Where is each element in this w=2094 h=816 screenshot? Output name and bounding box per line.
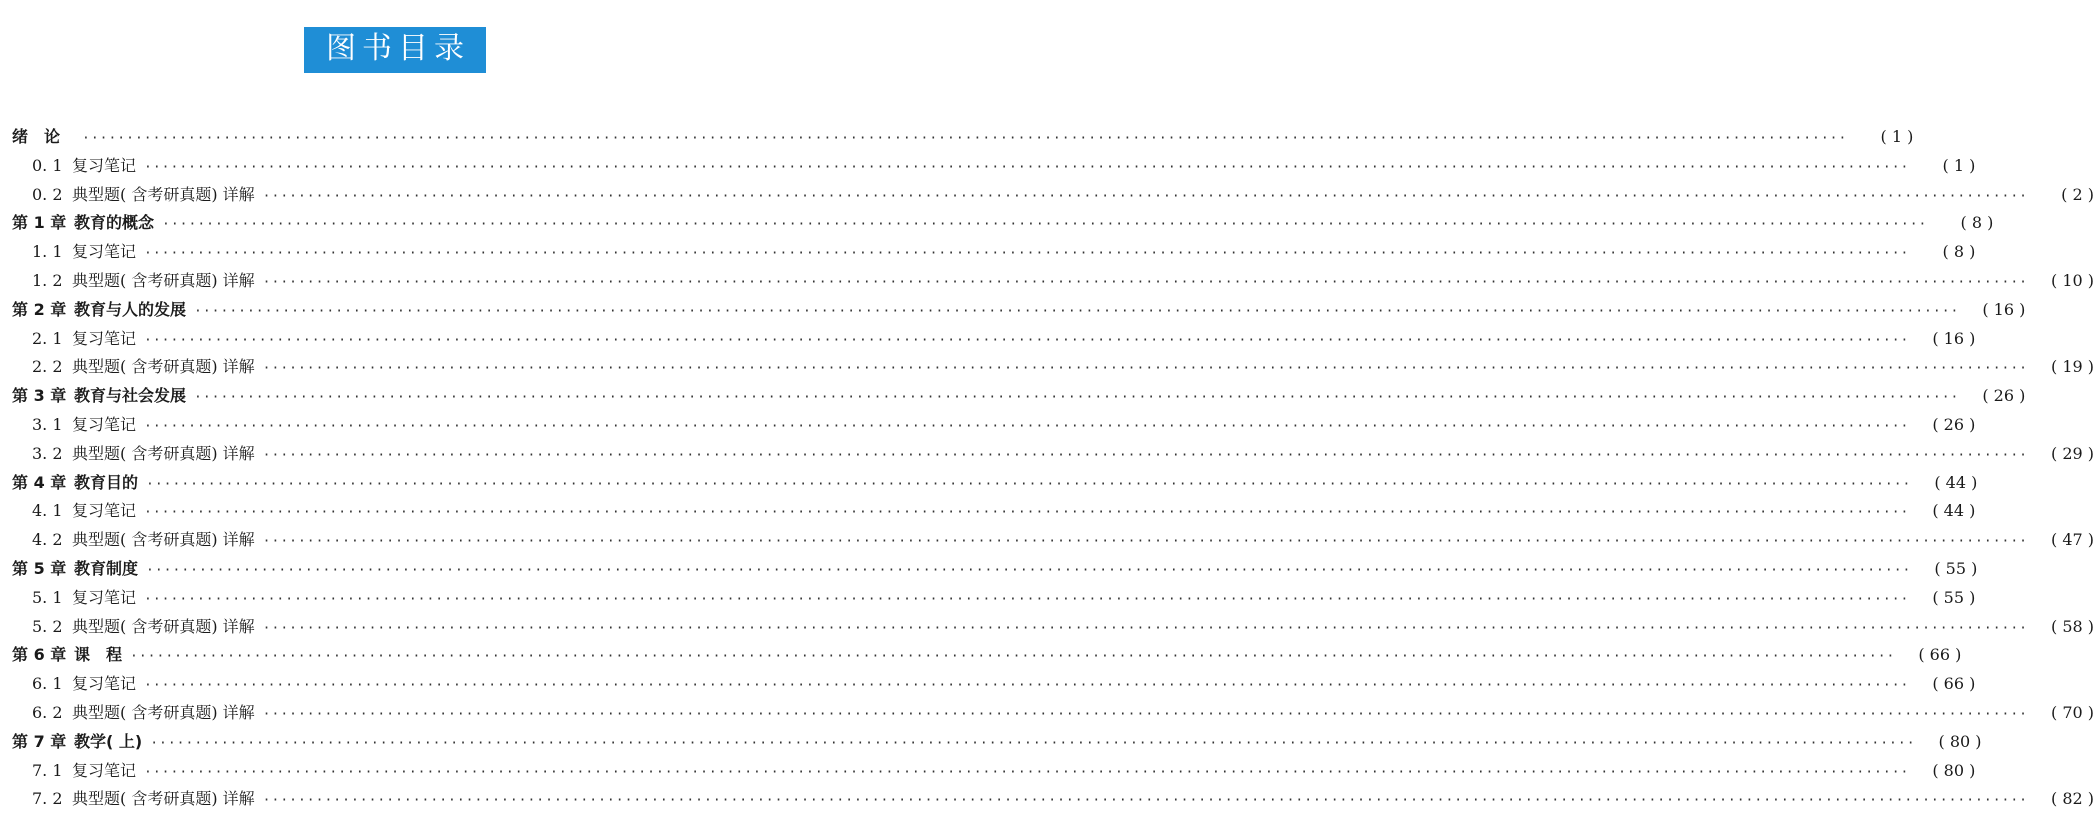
toc-dot-leader: ········································································································································································································ xyxy=(146,476,1912,492)
toc-entry-number: 1. 1 xyxy=(32,242,63,262)
table-of-contents xyxy=(12,123,2094,814)
toc-entry-title: 课 程 xyxy=(74,645,123,665)
toc-dot-leader: ········································································································································································································ xyxy=(194,390,1960,406)
toc-entry-title: 复习笔记 xyxy=(72,155,137,175)
toc-section-row xyxy=(12,181,2094,210)
toc-page-number: ( 55 ) xyxy=(1934,558,1978,578)
toc-entry-number: 7. 1 xyxy=(32,760,63,780)
toc-entry-number: 第 6 章 xyxy=(12,645,67,665)
toc-page-number: ( 80 ) xyxy=(1938,731,1982,751)
toc-entry-number: 3. 1 xyxy=(32,414,63,434)
toc-dot-leader: ········································································································································································································ xyxy=(262,793,2029,809)
page-title: 图书目录 xyxy=(304,27,486,73)
toc-page-number: ( 44 ) xyxy=(1934,472,1978,492)
toc-entry-title: 教育与社会发展 xyxy=(74,386,187,406)
toc-entry-number: 5. 1 xyxy=(32,587,63,607)
toc-entry-title: 典型题( 含考研真题) 详解 xyxy=(72,443,255,463)
toc-page-number: ( 16 ) xyxy=(1932,328,1976,348)
toc-entry-number: 第 2 章 xyxy=(12,299,67,319)
toc-section-row xyxy=(12,238,1976,267)
toc-entry-number: 2. 1 xyxy=(32,328,63,348)
toc-entry-title: 教育的概念 xyxy=(74,213,155,233)
toc-entry-number: 0. 1 xyxy=(32,155,63,175)
toc-dot-leader: ········································································································································································································ xyxy=(262,620,2029,636)
toc-dot-leader: ········································································································································································································ xyxy=(144,764,1910,780)
toc-page-number: ( 66 ) xyxy=(1918,645,1962,665)
toc-page-number: ( 8 ) xyxy=(1942,242,1976,262)
toc-section-row xyxy=(12,267,2094,296)
toc-page-number: ( 66 ) xyxy=(1932,674,1976,694)
toc-chapter-row xyxy=(12,469,1978,498)
toc-page-number: ( 44 ) xyxy=(1932,501,1976,521)
toc-dot-leader: ········································································································································································································ xyxy=(262,706,2029,722)
toc-chapter-row xyxy=(12,382,2026,411)
toc-entry-number: 6. 1 xyxy=(32,674,63,694)
toc-entry-number: 第 7 章 xyxy=(12,731,67,751)
toc-page-number: ( 26 ) xyxy=(1982,386,2026,406)
toc-entry-title: 典型题( 含考研真题) 详解 xyxy=(72,789,255,809)
toc-chapter-row xyxy=(12,123,1914,152)
toc-section-row xyxy=(12,785,2094,814)
toc-page-number: ( 10 ) xyxy=(2051,270,2094,290)
toc-section-row xyxy=(12,440,2094,469)
toc-dot-leader: ········································································································································································································ xyxy=(144,332,1910,348)
toc-entry-number: 7. 2 xyxy=(32,789,63,809)
toc-entry-number: 4. 2 xyxy=(32,530,63,550)
toc-section-row xyxy=(12,584,1976,613)
toc-entry-number: 第 4 章 xyxy=(12,472,67,492)
toc-entry-number: 绪 论 xyxy=(12,127,61,146)
toc-chapter-row xyxy=(12,728,1982,757)
toc-page-number: ( 70 ) xyxy=(2051,702,2094,722)
toc-dot-leader: ········································································································································································································ xyxy=(162,217,1928,233)
toc-dot-leader: ········································································································································································································ xyxy=(144,591,1910,607)
toc-entry-title: 典型题( 含考研真题) 详解 xyxy=(72,270,255,290)
toc-chapter-row xyxy=(12,209,1994,238)
toc-dot-leader: ········································································································································································································ xyxy=(130,649,1896,665)
toc-entry-title: 教学( 上) xyxy=(74,731,143,751)
toc-page-number: ( 16 ) xyxy=(1982,299,2026,319)
toc-entry-number: 6. 2 xyxy=(32,702,63,722)
toc-dot-leader: ········································································································································································································ xyxy=(144,418,1910,434)
toc-section-row xyxy=(12,613,2094,642)
toc-entry-title: 典型题( 含考研真题) 详解 xyxy=(72,184,255,204)
toc-entry-number: 5. 2 xyxy=(32,616,63,636)
toc-chapter-row xyxy=(12,296,2026,325)
toc-page-number: ( 82 ) xyxy=(2051,789,2094,809)
toc-section-row xyxy=(12,526,2094,555)
toc-section-row xyxy=(12,699,2094,728)
toc-entry-title: 复习笔记 xyxy=(72,760,137,780)
header xyxy=(0,27,790,73)
toc-page-number: ( 47 ) xyxy=(2051,530,2094,550)
toc-page-number: ( 80 ) xyxy=(1932,760,1976,780)
toc-dot-leader: ········································································································································································································ xyxy=(194,303,1960,319)
toc-entry-title: 教育目的 xyxy=(74,472,139,492)
toc-entry-number: 第 5 章 xyxy=(12,558,67,578)
toc-entry-title: 复习笔记 xyxy=(72,414,137,434)
toc-entry-title: 复习笔记 xyxy=(72,674,137,694)
toc-entry-title: 复习笔记 xyxy=(72,242,137,262)
toc-dot-leader: ········································································································································································································ xyxy=(262,361,2029,377)
toc-chapter-row xyxy=(12,641,1962,670)
toc-section-row xyxy=(12,325,1976,354)
toc-chapter-row xyxy=(12,555,1978,584)
toc-page-number: ( 1 ) xyxy=(1942,155,1976,175)
toc-page-number: ( 19 ) xyxy=(2051,357,2094,377)
toc-section-row xyxy=(12,757,1976,786)
toc-dot-leader: ········································································································································································································ xyxy=(262,447,2029,463)
toc-section-row xyxy=(12,497,1976,526)
toc-entry-number: 3. 2 xyxy=(32,443,63,463)
toc-entry-title: 复习笔记 xyxy=(72,587,137,607)
toc-page-number: ( 55 ) xyxy=(1932,587,1976,607)
toc-dot-leader: ········································································································································································································ xyxy=(146,562,1912,578)
toc-dot-leader: ········································································································································································································ xyxy=(144,246,1910,262)
toc-page-number: ( 2 ) xyxy=(2061,184,2094,204)
toc-entry-title: 典型题( 含考研真题) 详解 xyxy=(72,616,255,636)
toc-entry-number: 4. 1 xyxy=(32,501,63,521)
toc-entry-title: 复习笔记 xyxy=(72,328,137,348)
toc-page-number: ( 26 ) xyxy=(1932,414,1976,434)
toc-dot-leader: ········································································································································································································ xyxy=(150,735,1916,751)
toc-dot-leader: ········································································································································································································ xyxy=(262,188,2029,204)
toc-entry-title: 典型题( 含考研真题) 详解 xyxy=(72,357,255,377)
toc-entry-title: 教育制度 xyxy=(74,558,139,578)
toc-entry-number: 第 1 章 xyxy=(12,213,67,233)
toc-entry-number: 2. 2 xyxy=(32,357,63,377)
toc-section-row xyxy=(12,670,1976,699)
toc-dot-leader: ········································································································································································································ xyxy=(144,505,1910,521)
toc-section-row xyxy=(12,411,1976,440)
toc-entry-number: 0. 2 xyxy=(32,184,63,204)
toc-entry-number: 第 3 章 xyxy=(12,386,67,406)
toc-dot-leader: ········································································································································································································ xyxy=(262,534,2029,550)
toc-page-number: ( 29 ) xyxy=(2051,443,2094,463)
toc-dot-leader: ········································································································································································································ xyxy=(144,159,1910,175)
toc-dot-leader: ········································································································································································································ xyxy=(144,678,1910,694)
toc-section-row xyxy=(12,152,1976,181)
toc-page-number: ( 58 ) xyxy=(2051,616,2094,636)
toc-section-row xyxy=(12,353,2094,382)
toc-entry-title: 复习笔记 xyxy=(72,501,137,521)
toc-entry-title: 教育与人的发展 xyxy=(74,299,187,319)
toc-entry-title: 典型题( 含考研真题) 详解 xyxy=(72,702,255,722)
toc-dot-leader: ········································································································································································································ xyxy=(262,274,2029,290)
toc-dot-leader: ········································································································································································································ xyxy=(82,131,1848,146)
toc-page-number: ( 8 ) xyxy=(1960,213,1994,233)
toc-page-number: ( 1 ) xyxy=(1880,127,1914,146)
toc-entry-number: 1. 2 xyxy=(32,270,63,290)
toc-entry-title: 典型题( 含考研真题) 详解 xyxy=(72,530,255,550)
